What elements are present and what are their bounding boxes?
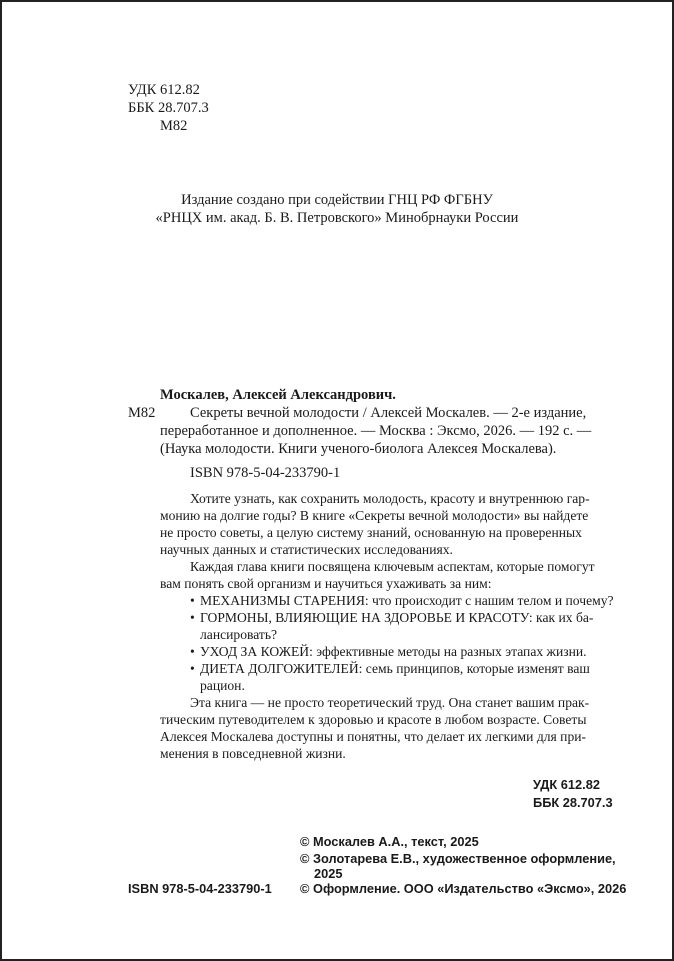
bullet-marker: • xyxy=(190,644,195,659)
author-heading: Москалев, Алексей Александрович. xyxy=(160,387,396,403)
bullet-item-continuation: лансировать? xyxy=(200,627,278,642)
bullet-marker: • xyxy=(190,610,195,625)
udk-code-right: УДК 612.82 xyxy=(533,777,600,792)
bullet-item-continuation: рацион. xyxy=(200,678,245,693)
udk-code: УДК 612.82 xyxy=(128,82,200,98)
copyright-line: © Золотарева Е.В., художественное оформление, xyxy=(300,851,616,866)
annotation-line: тическим путеводителем к здоровью и красоте в любом возрасте. Советы xyxy=(160,712,587,727)
annotation-line: вам понять свой организм и научиться ухаживать за ним: xyxy=(160,576,492,591)
bullet-item: УХОД ЗА КОЖЕЙ: эффективные методы на разных этапах жизни. xyxy=(200,644,587,659)
copyright-line-continuation: 2025 xyxy=(314,866,343,881)
description-line: (Наука молодости. Книги ученого-биолога Алексея Москалева). xyxy=(160,441,557,457)
record-mark: М82 xyxy=(128,405,156,421)
sponsor-line-2: «РНЦХ им. акад. Б. В. Петровского» Минобрнауки России xyxy=(155,210,519,226)
bullet-item: ДИЕТА ДОЛГОЖИТЕЛЕЙ: семь принципов, которые изменят ваш xyxy=(200,661,590,676)
annotation-line: не просто советы, а целую систему знаний, основанную на проверенных xyxy=(160,525,582,540)
annotation-line: Алексея Москалева доступны и понятны, что делает их легкими для при- xyxy=(160,729,587,744)
sponsor-line-1: Издание создано при содействии ГНЦ РФ ФГБНУ xyxy=(181,192,493,208)
description-line: переработанное и дополненное. — Москва : Эксмо, 2026. — 192 с. — xyxy=(160,423,592,439)
annotation-line: Каждая глава книги посвящена ключевым аспектам, которые помогут xyxy=(190,559,595,574)
copyright-line: © Оформление. ООО «Издательство «Эксмо», 2026 xyxy=(300,881,627,896)
annotation-line: Эта книга — не просто теоретический труд. Она станет вашим прак- xyxy=(190,695,590,710)
annotation-line: монию на долгие годы? В книге «Секреты вечной молодости» вы найдете xyxy=(160,508,589,523)
description-line: Секреты вечной молодости / Алексей Москалев. — 2-е издание, xyxy=(190,405,587,421)
bbk-code-right: ББК 28.707.3 xyxy=(533,795,613,810)
isbn-footer: ISBN 978-5-04-233790-1 xyxy=(128,881,272,896)
bullet-item: МЕХАНИЗМЫ СТАРЕНИЯ: что происходит с нашим телом и почему? xyxy=(200,593,614,608)
annotation-line: Хотите узнать, как сохранить молодость, красоту и внутреннюю гар- xyxy=(190,491,590,506)
author-mark: М82 xyxy=(160,118,188,134)
annotation-line: менения в повседневной жизни. xyxy=(160,746,346,761)
bullet-item: ГОРМОНЫ, ВЛИЯЮЩИЕ НА ЗДОРОВЬЕ И КРАСОТУ: как их ба- xyxy=(200,610,594,625)
annotation-line: научных данных и статистических исследованиях. xyxy=(160,542,453,557)
bullet-marker: • xyxy=(190,661,195,676)
bullet-marker: • xyxy=(190,593,195,608)
bbk-code: ББК 28.707.3 xyxy=(128,100,209,116)
copyright-line: © Москалев А.А., текст, 2025 xyxy=(300,834,479,849)
isbn-record: ISBN 978-5-04-233790-1 xyxy=(190,465,341,481)
